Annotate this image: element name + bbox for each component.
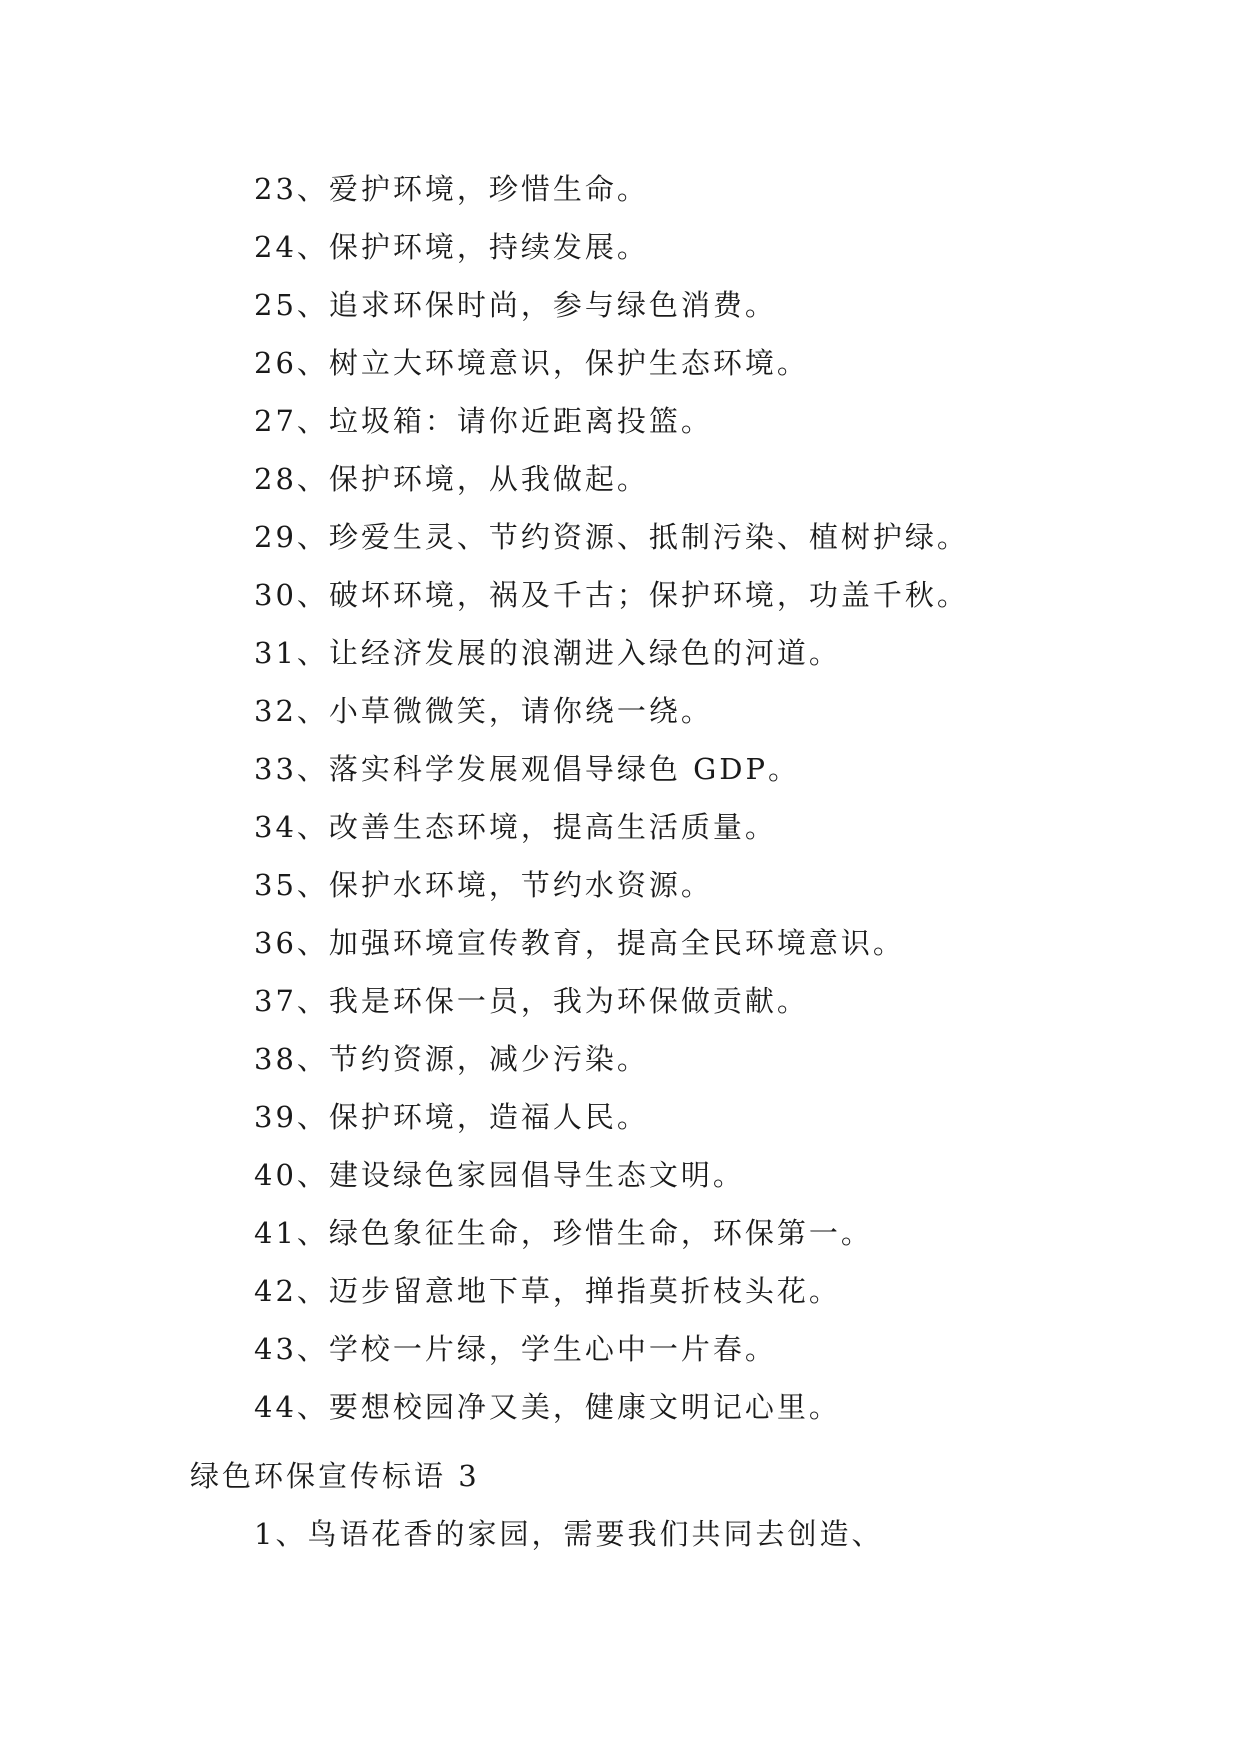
list-item: 23、爱护环境，珍惜生命。: [254, 172, 649, 206]
list-item: 28、保护环境，从我做起。: [254, 462, 649, 496]
list-item: 34、改善生态环境，提高生活质量。: [254, 810, 777, 844]
list-item: 38、节约资源，减少污染。: [254, 1042, 649, 1076]
list-item: 31、让经济发展的浪潮进入绿色的河道。: [254, 636, 841, 670]
list-item: 35、保护水环境，节约水资源。: [254, 868, 713, 902]
list-item: 25、追求环保时尚，参与绿色消费。: [254, 288, 777, 322]
list-item: 42、迈步留意地下草，掸指莫折枝头花。: [254, 1274, 841, 1308]
list-item: 29、珍爱生灵、节约资源、抵制污染、植树护绿。: [254, 520, 969, 554]
list-item: 27、垃圾箱：请你近距离投篮。: [254, 404, 713, 438]
list-item: 39、保护环境，造福人民。: [254, 1100, 649, 1134]
section-heading: 绿色环保宣传标语 3: [190, 1459, 480, 1493]
list-item: 32、小草微微笑，请你绕一绕。: [254, 694, 713, 728]
list-item: 44、要想校园净又美，健康文明记心里。: [254, 1390, 841, 1424]
list-item: 26、树立大环境意识，保护生态环境。: [254, 346, 809, 380]
list-item: 33、落实科学发展观倡导绿色 GDP。: [254, 752, 801, 786]
list-item: 36、加强环境宣传教育，提高全民环境意识。: [254, 926, 905, 960]
list-item: 41、绿色象征生命，珍惜生命，环保第一。: [254, 1216, 873, 1250]
list-item: 40、建设绿色家园倡导生态文明。: [254, 1158, 745, 1192]
list-item: 43、学校一片绿，学生心中一片春。: [254, 1332, 777, 1366]
list-item: 24、保护环境，持续发展。: [254, 230, 649, 264]
slogan-list: [254, 160, 969, 1436]
list-item: 37、我是环保一员，我为环保做贡献。: [254, 984, 809, 1018]
list-item: 30、破坏环境，祸及千古；保护环境，功盖千秋。: [254, 578, 969, 612]
list-item: 1、鸟语花香的家园，需要我们共同去创造、: [254, 1517, 884, 1551]
